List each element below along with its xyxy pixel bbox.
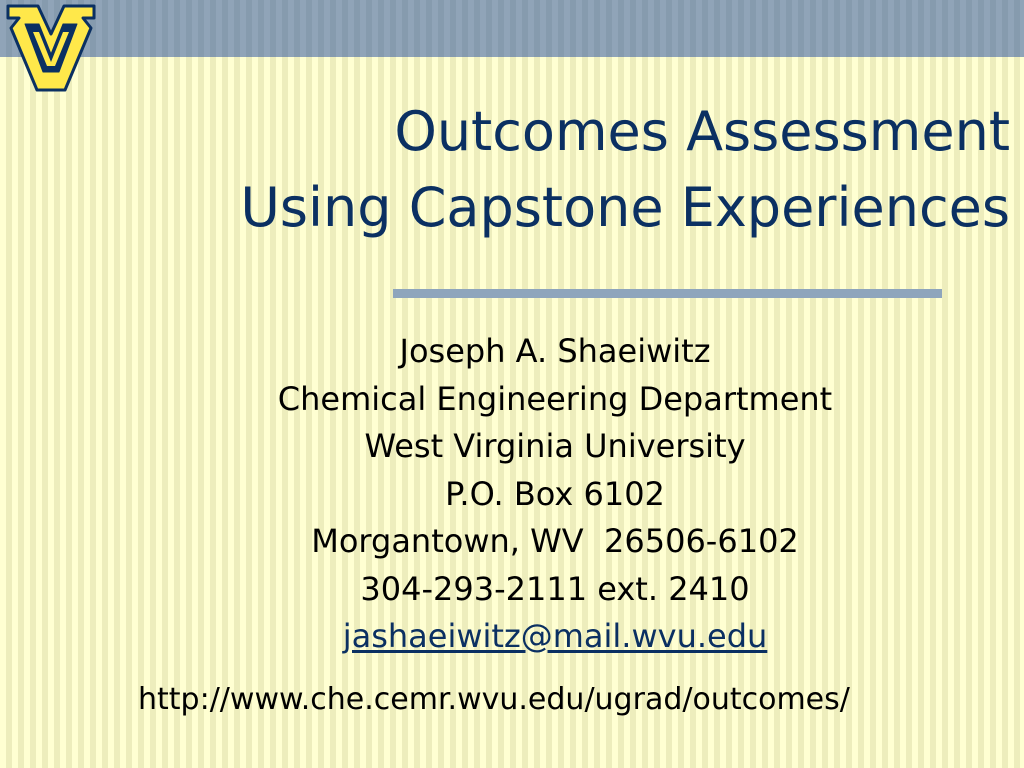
phone-number: 304-293-2111 ext. 2410 [360,569,750,608]
po-box: P.O. Box 6102 [445,474,665,513]
author-contact-block [90,328,1020,661]
title-line-2: Using Capstone Experiences [240,176,1010,239]
wv-logo-icon [5,2,97,94]
title-divider [393,289,942,298]
title-line-1: Outcomes Assessment [394,100,1010,163]
slide-title [240,94,1010,246]
university-name: West Virginia University [364,427,746,465]
email-link[interactable]: jashaeiwitz@mail.wvu.edu [342,617,768,655]
top-banner [0,0,1024,57]
author-name: Joseph A. Shaeiwitz [399,332,711,370]
website-url: http://www.che.cemr.wvu.edu/ugrad/outcomes/ [138,682,850,717]
city-state-zip: Morgantown, WV 26506-6102 [311,522,799,560]
department-name: Chemical Engineering Department [277,379,833,418]
